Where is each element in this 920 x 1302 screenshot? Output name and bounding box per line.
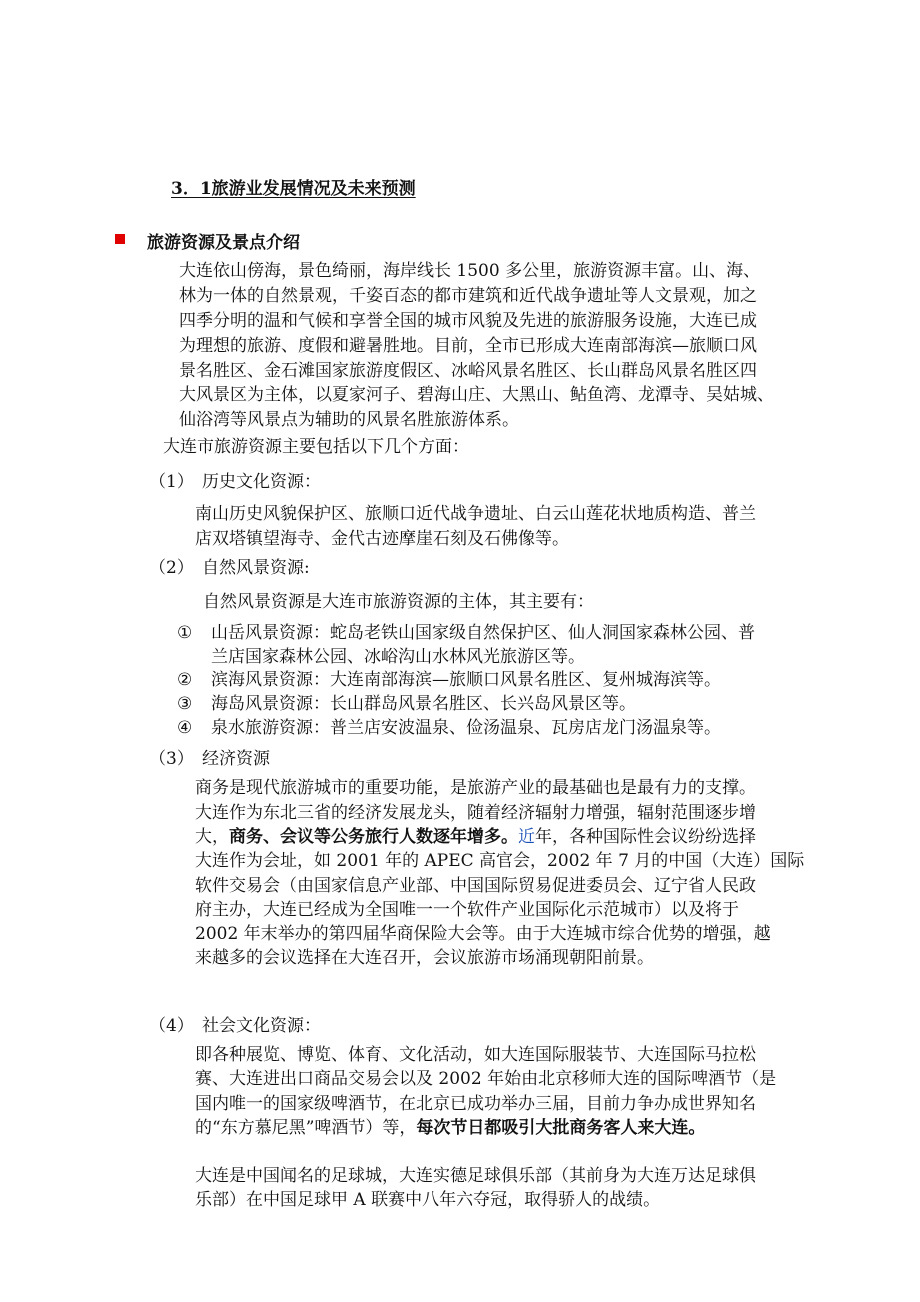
item-label: 社会文化资源： bbox=[202, 1016, 321, 1036]
item-number: （1） bbox=[149, 472, 194, 492]
section-heading: 旅游资源及景点介绍 bbox=[147, 233, 300, 253]
item-number: （4） bbox=[149, 1016, 194, 1036]
sub-marker: ④ bbox=[177, 718, 193, 738]
item-label: 自然风景资源: bbox=[202, 558, 310, 578]
intro-line: 仙浴湾等风景点为辅助的风景名胜旅游体系。 bbox=[179, 410, 519, 430]
item-text-line: 南山历史风貌保护区、旅顺口近代战争遗址、白云山莲花状地质构造、普兰 bbox=[195, 504, 756, 524]
blue-text-run: 近 bbox=[518, 827, 535, 847]
item-number: （2） bbox=[149, 558, 194, 578]
intro-line: 四季分明的温和气候和享誉全国的城市风貌及先进的旅游服务设施，大连已成 bbox=[179, 311, 757, 331]
football-line: 乐部）在中国足球甲 A 联赛中八年六夺冠，取得骄人的战绩。 bbox=[195, 1190, 661, 1210]
football-line: 大连是中国闻名的足球城，大连实德足球俱乐部（其前身为大连万达足球俱 bbox=[195, 1166, 756, 1186]
text-run: 年，各种国际性会议纷纷选择 bbox=[535, 827, 756, 847]
item-text-line: 软件交易会（由国家信息产业部、中国国际贸易促进委员会、辽宁省人民政 bbox=[195, 876, 756, 896]
item-text-line: 商务是现代旅游城市的重要功能，是旅游产业的最基础也是最有力的支撑。 bbox=[195, 778, 756, 798]
sub-marker: ③ bbox=[177, 694, 193, 714]
intro-line: 为理想的旅游、度假和避暑胜地。目前，全市已形成大连南部海滨—旅顺口风 bbox=[179, 336, 757, 356]
item-text-line bbox=[195, 1116, 705, 1140]
item-number: （3） bbox=[149, 749, 194, 769]
sub-marker: ② bbox=[177, 670, 193, 690]
intro-summary: 大连市旅游资源主要包括以下几个方面： bbox=[163, 437, 469, 457]
intro-line: 大风景区为主体，以夏家河子、碧海山庄、大黑山、鲇鱼湾、龙潭寺、吴姑城、 bbox=[179, 385, 774, 405]
sub-text-line: 滨海风景资源：大连南部海滨—旅顺口风景名胜区、复州城海滨等。 bbox=[211, 670, 721, 690]
item-text-line: 大连作为东北三省的经济发展龙头，随着经济辐射力增强，辐射范围逐步增 bbox=[195, 803, 756, 823]
item-text-line bbox=[195, 825, 756, 849]
item-text-line: 来越多的会议选择在大连召开，会议旅游市场涌现朝阳前景。 bbox=[195, 948, 654, 968]
item-label: 经济资源 bbox=[202, 749, 270, 769]
section-title: 3．1旅游业发展情况及未来预测 bbox=[171, 179, 416, 199]
sub-text-line: 兰店国家森林公园、冰峪沟山水林风光旅游区等。 bbox=[211, 647, 585, 667]
item-text-line: 即各种展览、博览、体育、文化活动，如大连国际服装节、大连国际马拉松 bbox=[195, 1045, 756, 1065]
intro-line: 林为一体的自然景观，千姿百态的都市建筑和近代战争遗址等人文景观，加之 bbox=[179, 286, 757, 306]
bold-emphasis: 商务、会议等公务旅行人数逐年增多。 bbox=[229, 827, 518, 847]
intro-line: 大连依山傍海，景色绮丽，海岸线长 1500 多公里，旅游资源丰富。山、海、 bbox=[179, 261, 761, 281]
bold-emphasis: 每次节日都吸引大批商务客人来大连。 bbox=[416, 1118, 706, 1138]
sub-text-line: 海岛风景资源：长山群岛风景名胜区、长兴岛风景区等。 bbox=[211, 694, 636, 714]
item-text-line: 2002 年末举办的第四届华商保险大会等。由于大连城市综合优势的增强，越 bbox=[195, 924, 771, 944]
sub-text-line: 泉水旅游资源：普兰店安波温泉、俭汤温泉、瓦房店龙门汤温泉等。 bbox=[211, 718, 721, 738]
item-label: 历史文化资源： bbox=[202, 472, 321, 492]
sub-marker: ① bbox=[177, 623, 193, 643]
item-text-line: 店双塔镇望海寺、金代古迹摩崖石刻及石佛像等。 bbox=[195, 529, 569, 549]
intro-line: 景名胜区、金石滩国家旅游度假区、冰峪风景名胜区、长山群岛风景名胜区四 bbox=[179, 361, 757, 381]
item-text-line: 大连作为会址，如 2001 年的 APEC 高官会，2002 年 7 月的中国（大连）国际 bbox=[195, 851, 805, 871]
item-intro: 自然风景资源是大连市旅游资源的主体，其主要有： bbox=[203, 592, 594, 612]
item-text-line: 国内唯一的国家级啤酒节，在北京已成功举办三届，目前力争办成世界知名 bbox=[195, 1094, 756, 1114]
item-text-line: 赛、大连进出口商品交易会以及 2002 年始由北京移师大连的国际啤酒节（是 bbox=[195, 1069, 777, 1089]
item-text-line: 府主办，大连已经成为全国唯一一个软件产业国际化示范城市）以及将于 bbox=[195, 900, 739, 920]
text-run: 大， bbox=[195, 827, 229, 847]
sub-text-line: 山岳风景资源：蛇岛老铁山国家级自然保护区、仙人洞国家森林公园、普 bbox=[211, 623, 755, 643]
red-square-bullet-icon bbox=[115, 234, 125, 244]
text-run: 的“东方慕尼黑”啤酒节）等， bbox=[195, 1118, 417, 1138]
